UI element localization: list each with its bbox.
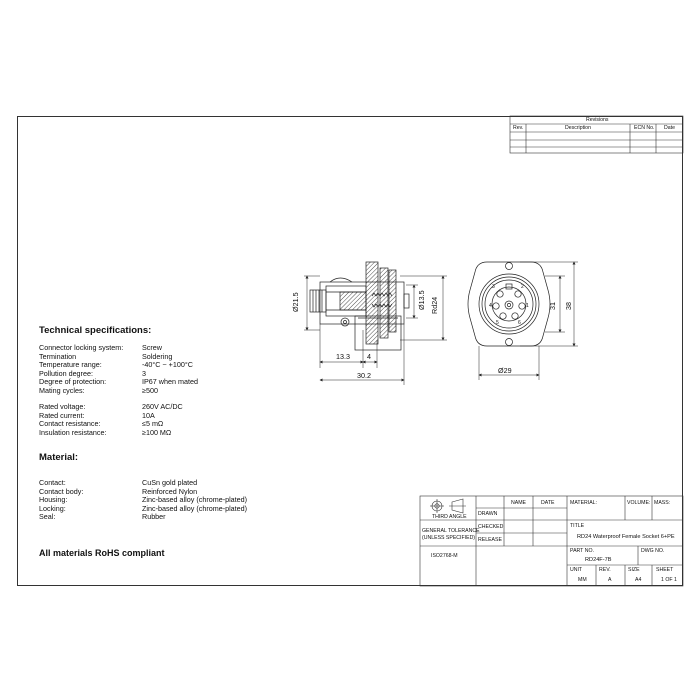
dim-label-d29: Ø29: [498, 366, 512, 375]
pin-label-4: 4: [489, 303, 492, 309]
revisions-header-ecn: ECN No.: [634, 125, 655, 131]
unit-label: UNIT: [570, 567, 583, 573]
dwg-no-label: DWG NO.: [641, 548, 665, 554]
name-header: NAME: [511, 500, 526, 506]
unless-specified-label: (UNLESS SPECIFIED): [422, 535, 476, 541]
dim-label-30-2: 30.2: [357, 371, 371, 380]
dim-label-31: 31: [548, 302, 557, 310]
sheet-label: SHEET: [656, 567, 674, 573]
spec-value: 3: [142, 368, 146, 378]
spec-label: Pollution degree:: [39, 368, 93, 378]
rohs-statement: All materials RoHS compliant: [39, 548, 165, 558]
dim-label-38: 38: [564, 302, 573, 310]
spec-value: Soldering: [142, 351, 173, 361]
third-angle-label: THIRD ANGLE: [432, 514, 467, 520]
spec-label: Termination: [39, 351, 77, 361]
material-label: Contact body:: [39, 486, 84, 496]
material-value: Reinforced Nylon: [142, 486, 198, 496]
pin-label-6: 6: [518, 320, 521, 326]
dim-label-rd24: Rd24: [430, 296, 439, 314]
pin-label-5: 5: [496, 320, 499, 326]
general-tolerance-label: GENERAL TOLERANCE: [422, 528, 480, 534]
unit-value: MM: [578, 577, 587, 583]
dim-label-13-3: 13.3: [336, 352, 350, 361]
date-header: DATE: [541, 500, 555, 506]
spec-value: ≤5 mΩ: [142, 419, 164, 428]
revisions-title: Revisions: [586, 117, 609, 123]
revisions-header-rev: Rev.: [513, 125, 524, 131]
dim-label-d13-5: Ø13.5: [417, 290, 426, 310]
size-value: A4: [635, 577, 642, 583]
mass-label: MASS:: [654, 500, 671, 506]
volume-label: VOLUME:: [627, 500, 651, 506]
sheet-value: 1 OF 1: [661, 577, 677, 583]
drawing-title: RD24 Waterproof Female Socket 6+PE: [577, 534, 675, 540]
spec-value: 10A: [142, 410, 155, 420]
spec-label: Degree of protection:: [39, 377, 107, 386]
drawn-label: DRAWN: [478, 511, 498, 517]
release-label: RELEASE: [478, 537, 502, 543]
spec-label: Rated current:: [39, 410, 85, 420]
material-field-label: MATERIAL:: [570, 500, 597, 506]
pin-label-3: 3: [492, 284, 495, 290]
front-view-dimensions: [479, 262, 578, 380]
revisions-header-date: Date: [664, 125, 675, 131]
third-angle-symbol-icon: [430, 499, 466, 513]
spec-label: Insulation resistance:: [39, 427, 107, 437]
title-label: TITLE: [570, 523, 585, 529]
spec-label: Contact resistance:: [39, 419, 101, 428]
title-block: [420, 496, 683, 586]
dim-label-d21-5: Ø21.5: [291, 292, 300, 312]
spec-label: Rated voltage:: [39, 402, 86, 411]
spec-value: Screw: [142, 343, 162, 352]
front-view-drawing: [468, 262, 550, 346]
rev-label: REV.: [599, 567, 611, 573]
material-label: Contact:: [39, 478, 66, 487]
pin-label-2: 2: [521, 284, 524, 290]
dim-label-4: 4: [367, 352, 371, 361]
checked-label: CHECKED: [478, 524, 504, 530]
specs-title: Technical specifications:: [39, 325, 152, 336]
spec-value: ≥500: [142, 385, 158, 395]
material-label: Housing:: [39, 495, 68, 504]
spec-label: Connector locking system:: [39, 343, 124, 352]
material-value: Zinc-based alloy (chrome-plated): [142, 503, 248, 513]
size-label: SIZE: [628, 567, 640, 573]
material-value: Zinc-based alloy (chrome-plated): [142, 495, 248, 504]
material-value: Rubber: [142, 512, 166, 521]
side-view-drawing: [310, 262, 409, 350]
material-title: Material:: [39, 452, 79, 463]
material-value: CuSn gold plated: [142, 478, 198, 487]
spec-value: 260V AC/DC: [142, 402, 183, 411]
material-label: Seal:: [39, 512, 56, 521]
part-no-value: RD24F-7B: [585, 557, 612, 563]
spec-label: Mating cycles:: [39, 385, 85, 395]
revisions-header-description: Description: [565, 125, 591, 131]
material-label: Locking:: [39, 503, 66, 513]
part-no-label: PART NO.: [570, 548, 594, 554]
spec-label: Temperature range:: [39, 360, 102, 369]
pin-label-1: 1: [526, 303, 529, 309]
spec-value: -40°C ~ +100°C: [142, 360, 193, 369]
spec-value: ≥100 MΩ: [142, 427, 172, 437]
spec-value: IP67 when mated: [142, 377, 198, 386]
rev-value: A: [608, 577, 612, 583]
iso-tolerance: ISO2768-M: [431, 553, 458, 559]
